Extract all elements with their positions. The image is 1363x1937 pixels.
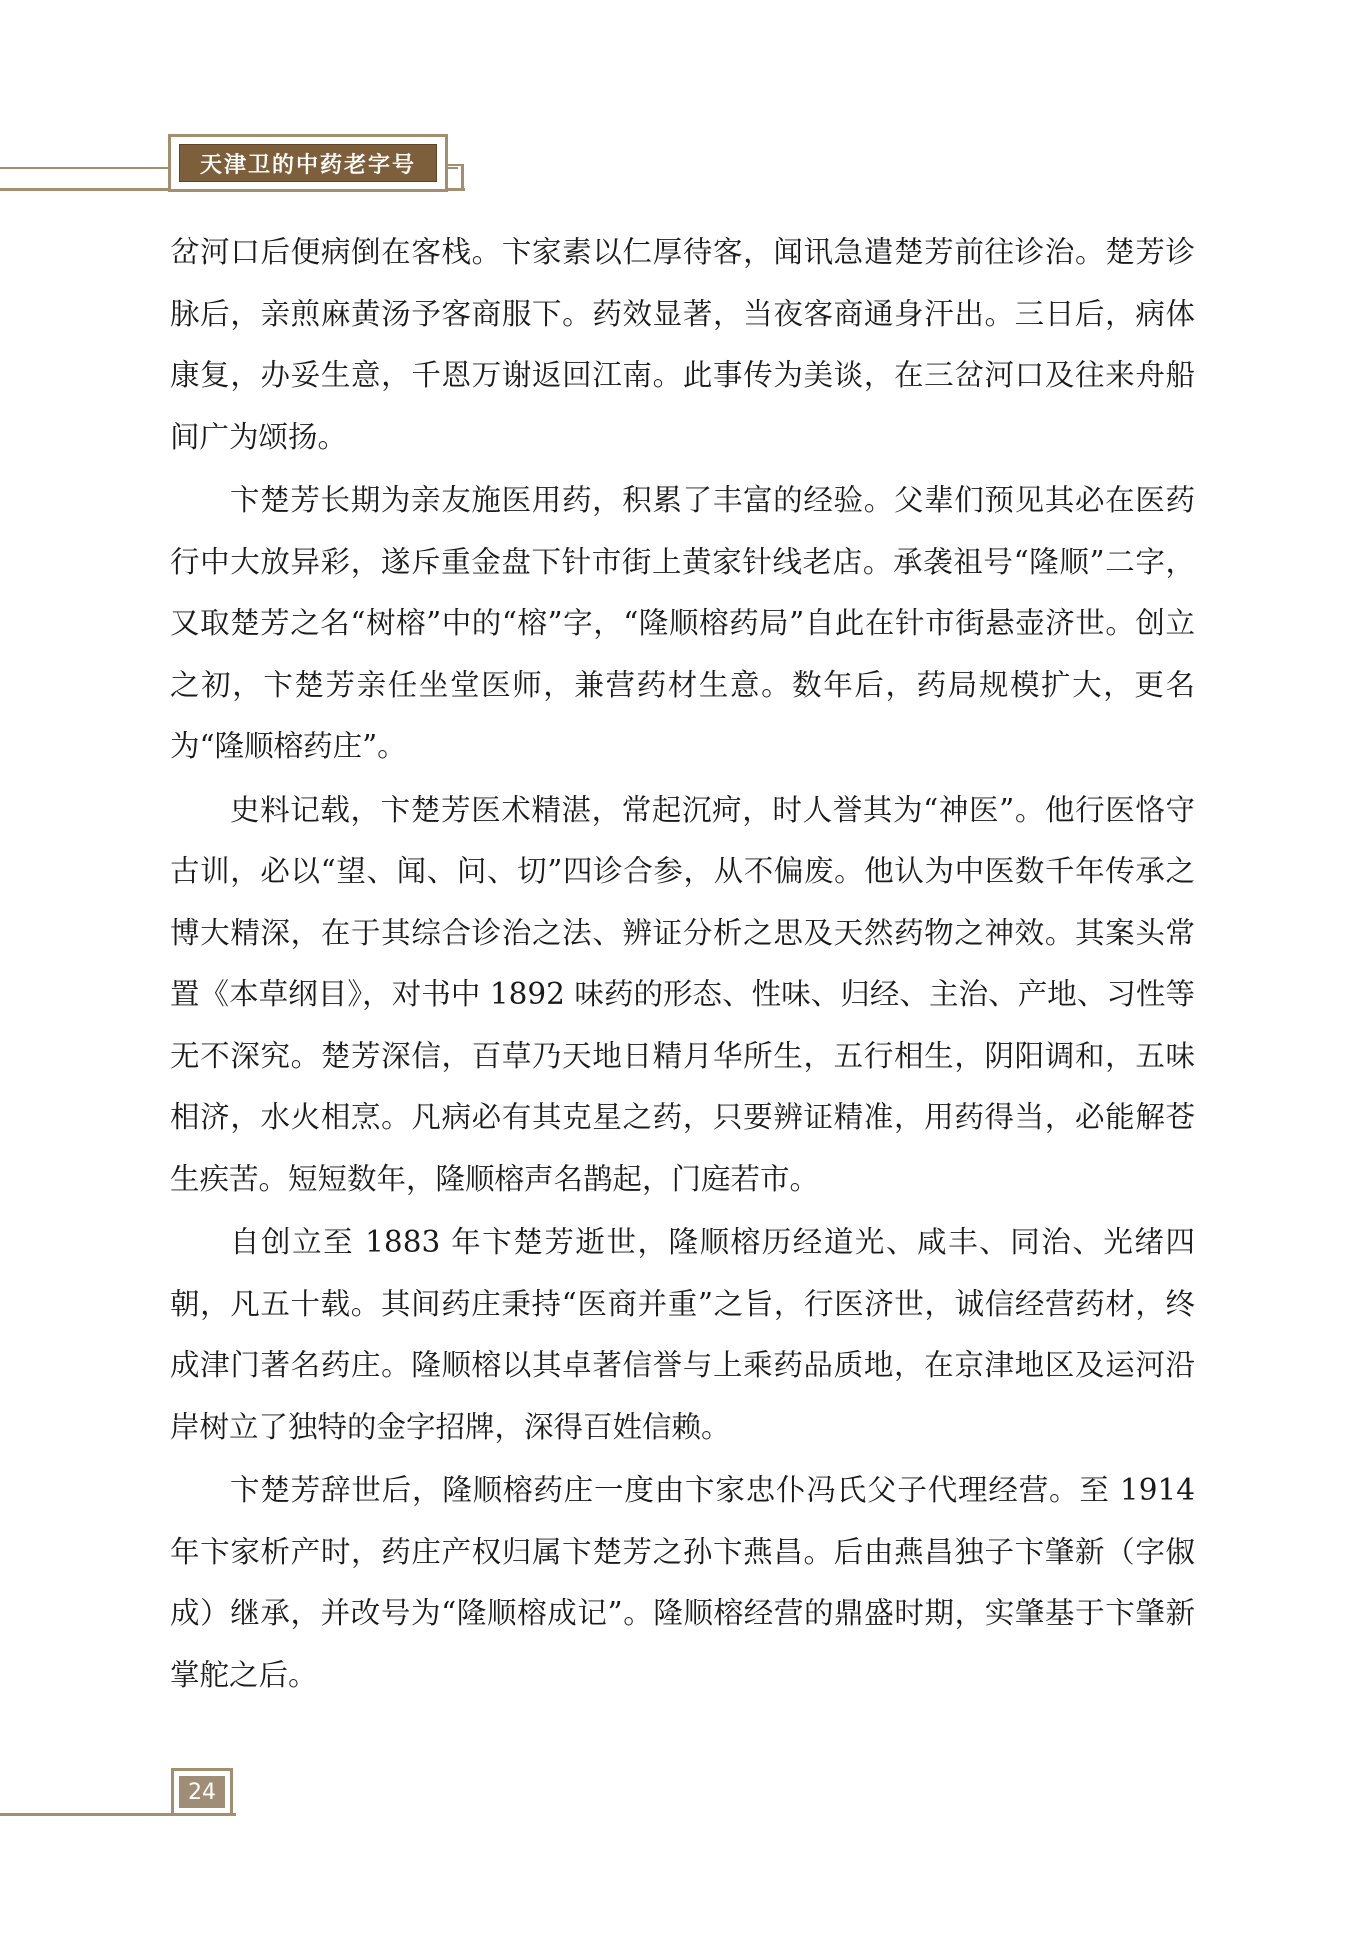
running-header-title: 天津卫的中药老字号 bbox=[179, 144, 437, 182]
paragraph: 卞楚芳长期为亲友施医用药，积累了丰富的经验。父辈们预见其必在医药行中大放异彩，遂斥重金盘下针市街上黄家针线老店。承袭祖号“隆顺”二字，又取楚芳之名“树榕”中的“榕”字，“隆顺榕药局”自此在针市街悬壶济世。创立之初，卞楚芳亲任坐堂医师，兼营药材生意。数年后，药局规模扩大，更名为“隆顺榕药庄”。 bbox=[170, 483, 1195, 763]
running-header bbox=[168, 134, 448, 192]
page-number: 24 bbox=[179, 1776, 225, 1808]
paragraph: 自创立至 1883 年卞楚芳逝世，隆顺榕历经道光、咸丰、同治、光绪四朝，凡五十载。其间药庄秉持“医商并重”之旨，行医济世，诚信经营药材，终成津门著名药庄。隆顺榕以其卓著信誉与上乘药品质地，在京津地区及运河沿岸树立了独特的金字招牌，深得百姓信赖。 bbox=[170, 1225, 1195, 1444]
paragraph: 史料记载，卞楚芳医术精湛，常起沉疴，时人誉其为“神医”。他行医恪守古训，必以“望、闻、问、切”四诊合参，从不偏废。他认为中医数千年传承之博大精深，在于其综合诊治之法、辨证分析之思及天然药物之神效。其案头常置《本草纲目》，对书中 1892 味药的形态、性味、归经、主治、产地、习性等无不深究。楚芳深信，百草乃天地日精月华所生，五行相生，阴阳调和，五味相济，水火相烹。凡病必有其克星之药，只要辨证精准，用药得当，必能解苍生疾苦。短短数年，隆顺榕声名鹊起，门庭若市。 bbox=[170, 792, 1195, 1196]
page-body bbox=[170, 222, 1195, 1706]
paragraph: 卞楚芳辞世后，隆顺榕药庄一度由卞家忠仆冯氏父子代理经营。至 1914 年卞家析产时，药庄产权归属卞楚芳之孙卞燕昌。后由燕昌独子卞肇新（字俶成）继承，并改号为“隆顺榕成记”。隆顺榕经营的鼎盛时期，实肇基于卞肇新掌舵之后。 bbox=[170, 1473, 1195, 1692]
header-rule-corner bbox=[448, 164, 464, 191]
paragraph-continued: 岔河口后便病倒在客栈。卞家素以仁厚待客，闻讯急遣楚芳前往诊治。楚芳诊脉后，亲煎麻黄汤予客商服下。药效显著，当夜客商通身汗出。三日后，病体康复，办妥生意，千恩万谢返回江南。此事传为美谈，在三岔河口及往来舟船间广为颂扬。 bbox=[170, 235, 1195, 454]
page-number-box bbox=[171, 1768, 233, 1816]
